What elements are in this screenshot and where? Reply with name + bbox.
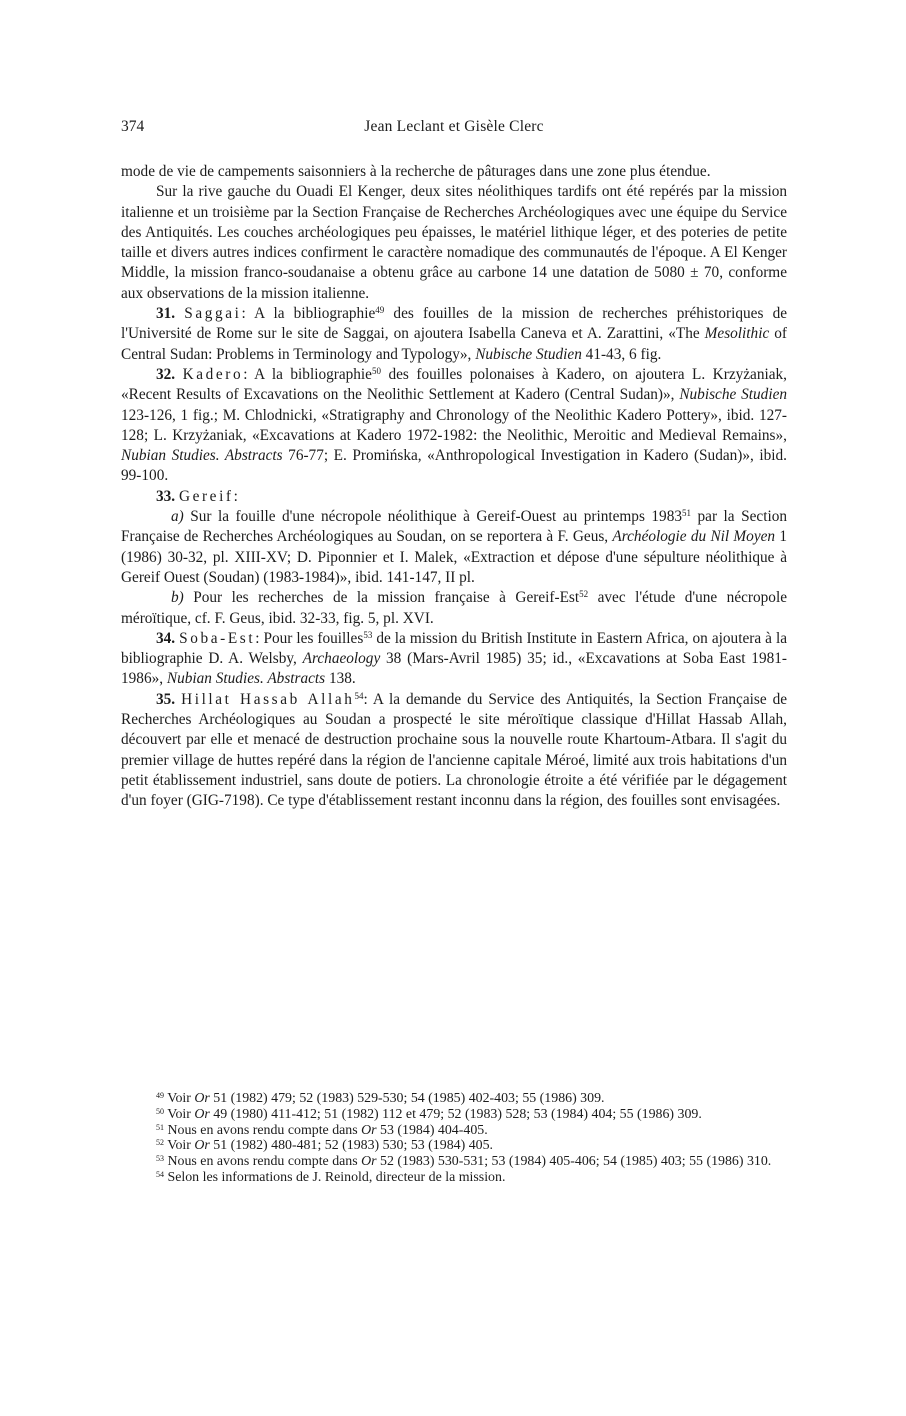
text: 41-43, 6 fig. [581,345,662,363]
footnotes [121,1091,787,1186]
site-name: Hillat Hassab Allah [181,690,355,708]
section-31 [121,304,787,365]
italic-text: Or [361,1122,377,1138]
text: Voir [164,1106,195,1122]
section-32 [121,365,787,487]
item-label: a) [171,508,184,526]
text: Voir [164,1138,195,1154]
text: 52 (1983) 530-531; 53 (1984) 405-406; 54 (1985) 403; 55 (1986) 310. [376,1154,772,1170]
footnote-number: 54 [156,1169,164,1179]
section-number: 32. [156,365,176,383]
paragraph-el-kenger: Sur la rive gauche du Ouadi El Kenger, deux sites néolithiques tardifs ont été repérés par la mission italienne et un troisième par la Section Française de Recherches Archéologiques avec une équipe du Service des Antiquités. Les couches archéologiques peu épaisses, le matériel lithique léger, et des poteries de petite taille et divers autres indices confirment le caractère nomadique des communautés de l'époque. A El Kenger Middle, la mission franco-soudanaise a obtenu grâce au carbone 14 une datation de 5080 ± 70, conforme aux observations de la mission italienne. [121,183,787,302]
section-33b [121,588,787,629]
text: : A la demande du Service des Antiquités, la Section Française de Recherches Archéologiques au Soudan a prospecté le site méroïtique classique d'Hillat Hassab Allah, découvert par elle et menacé de destruction prochaine sous la nouvelle route Khartoum-Atbara. Il s'agit du premier village de huttes repéré dans la région de l'ancienne capitale Méroé, limité aux trois habitations d'un petit établissement industriel, sans doute de potiers. La chronologie étroite a été vérifiée par le dégagement d'un foyer (GIG-7198). Ce type d'établissement restant inconnu dans la région, des fouilles sont envisagées. [121,690,788,810]
text: Nous en avons rendu compte dans [164,1154,362,1170]
text: 123-126, 1 fig.; M. Chlodnicki, «Stratigraphy and Chronology of the Neolithic Kadero Pottery», ibid. 127-128; L. Krzyżaniak, «Excavations at Kadero 1972-1982: the Neolithic, Meroitic and Medieval Remains», [121,406,787,444]
section-35 [121,690,787,812]
footnote-number: 51 [156,1122,164,1132]
footnote-ref: 52 [579,589,589,600]
text: of Central Sudan: Problems in Terminology and Typology», [121,325,787,363]
italic-text: Or [194,1138,210,1154]
text: par la Section Française de Recherches Archéologiques au Soudan, on se reportera à F. Geus, [121,508,787,546]
section-33 [121,487,787,507]
paragraph-continuation: mode de vie de campements saisonniers à la recherche de pâturages dans une zone plus étendue. [121,163,711,180]
text: 51 (1982) 480-481; 52 (1983) 530; 53 (1984) 405. [209,1138,493,1154]
section-number: 31. [156,305,176,323]
italic-text: Or [194,1091,210,1106]
section-number: 35. [156,690,176,708]
italic-text: Or [194,1106,210,1122]
footnote-49 [121,1091,787,1107]
text: 49 (1980) 411-412; 51 (1982) 112 et 479; 52 (1983) 528; 53 (1984) 404; 55 (1986) 309. [209,1106,702,1122]
site-name: Kadero [182,365,244,383]
site-name: Gereif [178,487,234,505]
footnote-ref: 49 [375,305,385,316]
text: : A la bibliographie [243,365,372,383]
footnote-ref: 51 [682,508,692,519]
footnote-52 [121,1138,787,1154]
text: 76-77; E. Promińska, «Anthropological Investigation in Kadero (Sudan)», ibid. 99-100. [121,447,787,485]
italic-text: Mesolithic [704,325,770,343]
italic-text: Nubian Studies. Abstracts [121,447,283,465]
running-title: Jean Leclant et Gisèle Clerc [364,118,544,135]
footnote-number: 49 [156,1091,164,1100]
text: 51 (1982) 479; 52 (1983) 529-530; 54 (1985) 402-403; 55 (1986) 309. [209,1091,605,1106]
footnote-number: 53 [156,1154,164,1164]
text: 53 (1984) 404-405. [376,1122,488,1138]
section-33a [121,507,787,588]
item-label: b) [171,589,184,607]
section-number: 34. [156,629,176,647]
footnote-50 [121,1107,787,1123]
text: Nous en avons rendu compte dans [164,1122,362,1138]
text: : A la bibliographie [241,305,376,323]
text: 1 (1986) 30-32, pl. XIII-XV; D. Piponnier et I. Malek, «Extraction et dépose d'une sépulture néolithique à Gereif Ouest (Soudan) (1983-1984)», ibid. 141-147, II pl. [121,528,787,586]
footnote-number: 50 [156,1106,164,1116]
text: 38 (Mars-Avril 1985) 35; id., «Excavations at Soba East 1981-1986», [121,650,787,688]
text: Pour les recherches de la mission française à Gereif-Est [183,589,580,607]
footnote-53 [121,1154,787,1170]
italic-text: Archaeology [302,650,381,668]
italic-text: Or [361,1154,377,1170]
italic-text: Nubische Studien [679,386,788,404]
text: 138. [325,670,356,688]
text: des fouilles polonaises à Kadero, on ajoutera L. Krzyżaniak, «Recent Results of Excavations on the Neolithic Settlement at Kadero (Central Sudan)», [121,365,787,404]
text: : Pour les fouilles [255,629,364,647]
footnote-number: 52 [156,1138,164,1148]
text: Selon les informations de J. Reinold, directeur de la mission. [164,1169,506,1185]
footnote-ref: 54 [354,690,364,701]
text: Voir [164,1091,195,1106]
page-number: 374 [121,118,145,135]
footnote-ref: 50 [371,365,381,376]
text: Sur la fouille d'une nécropole néolithique à Gereif-Ouest au printemps 1983 [183,508,683,526]
site-name: Soba-Est [179,629,256,647]
text: avec l'étude d'une nécropole méroïtique, cf. F. Geus, ibid. 32-33, fig. 5, pl. XVI. [121,589,787,627]
footnote-51 [121,1123,787,1139]
italic-text: Nubische Studien [475,345,582,363]
text: de la mission du British Institute in Eastern Africa, on ajoutera à la bibliographie D. A. Welsby, [121,629,787,668]
footnote-54 [121,1170,787,1186]
site-name: Saggai [184,305,242,323]
text: des fouilles de la mission de recherches préhistoriques de l'Université de Rome sur le site de Saggai, on ajoutera Isabella Caneva et A. Zarattini, «The [121,305,788,343]
text: : [233,487,238,505]
page-header [121,118,787,142]
section-34 [121,629,787,690]
italic-text: Archéologie du Nil Moyen [612,528,776,546]
body-text [121,162,787,812]
footnote-ref: 53 [363,629,373,640]
section-number: 33. [156,487,176,505]
italic-text: Nubian Studies. Abstracts [166,670,326,688]
